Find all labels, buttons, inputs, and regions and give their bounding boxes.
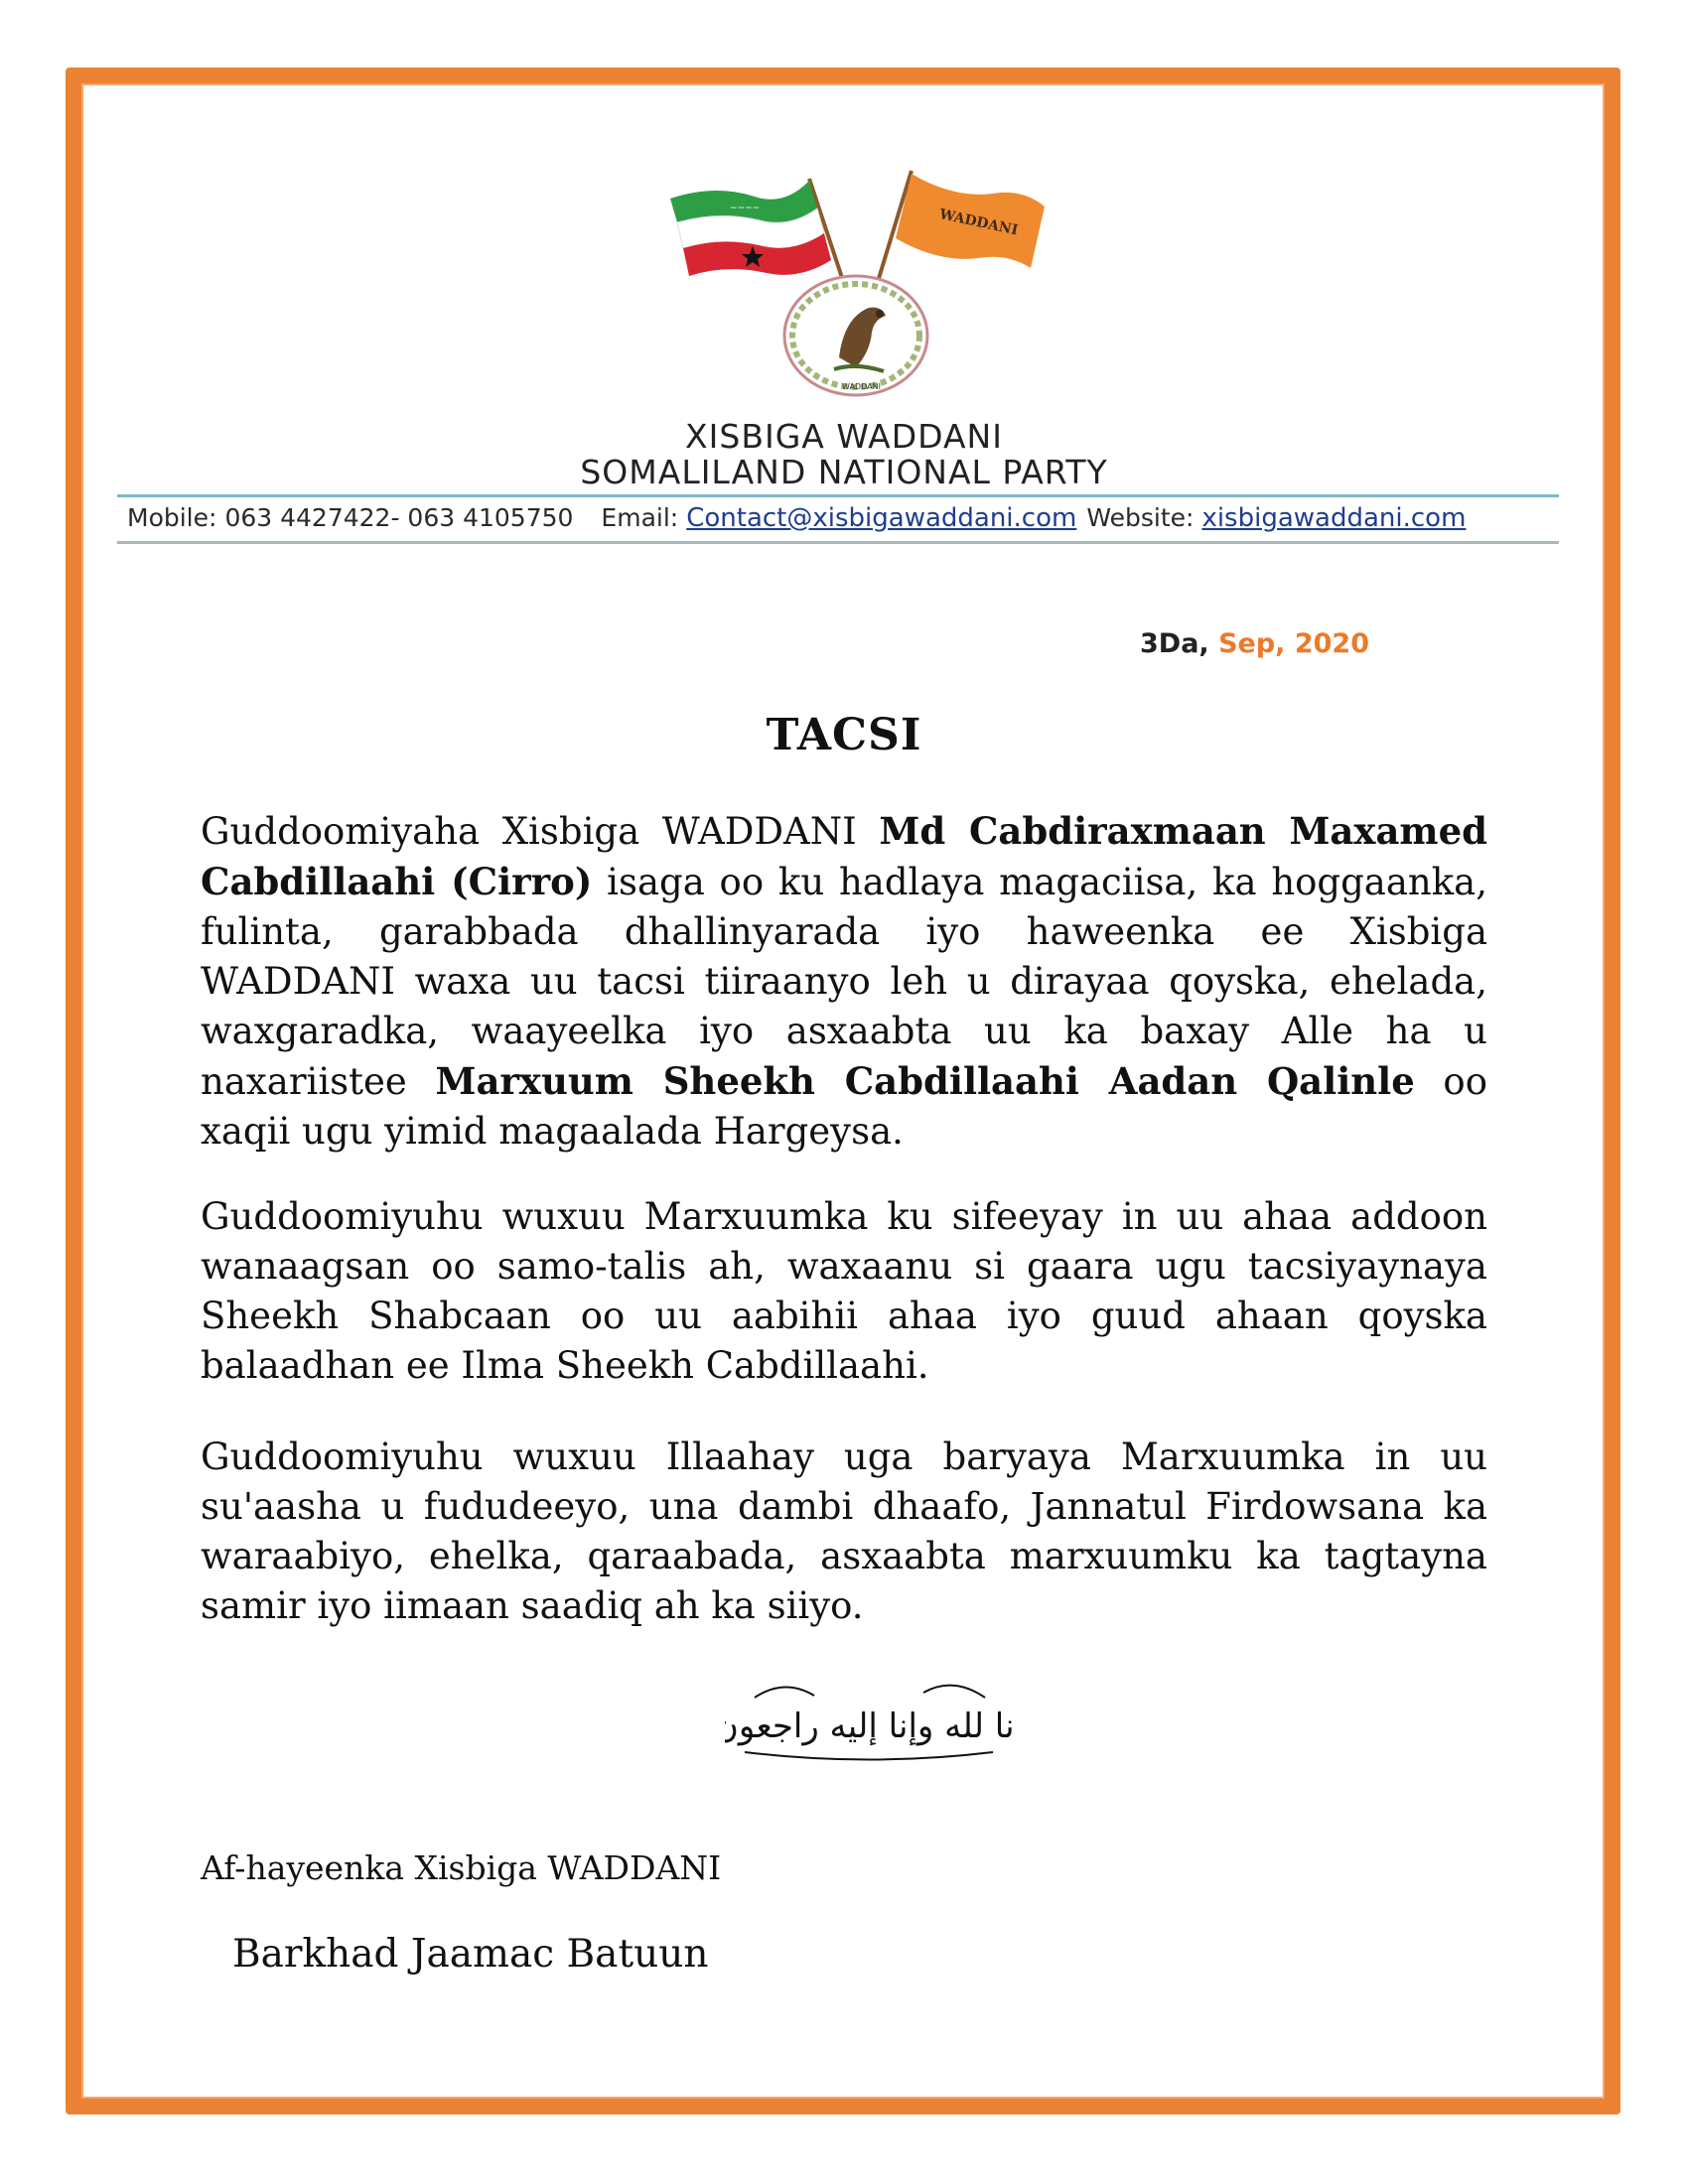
email-link[interactable]: Contact@xisbigawaddani.com [686, 503, 1077, 533]
eagle-emblem-icon [784, 276, 927, 395]
deceased-name: Marxuum Sheekh Cabdillaahi Aadan Qalinle [435, 1059, 1415, 1103]
paragraph-2: Guddoomiyuhu wuxuu Marxuumka ku sifeeyay in uu ahaa addoon wanaagsan oo samo-talis ah, waxaanu si gaara ugu tacsiyaynaya Sheekh Shabcaan oo uu aabihii ahaa iyo guud ahaan qoyska balaadhan ee Ilma Sheekh Cabdillaahi. [201, 1195, 1487, 1387]
email-label: Email: [601, 503, 679, 532]
website-label: Website: [1086, 503, 1195, 532]
chairman-name: Md Cabdiraxmaan Maxamed Cabdillaahi (Cirro) [201, 809, 1487, 903]
date-day: 3Da, [1140, 628, 1209, 659]
paragraph-1 [201, 806, 1487, 1157]
letterhead-rule-bottom [117, 541, 1559, 544]
letterhead-rule-top [117, 494, 1559, 497]
arabic-calligraphy-inna-lillahi-icon [725, 1668, 1013, 1777]
arabic-calligraphy [725, 1668, 1013, 1777]
svg-text:WADDANI: WADDANI [842, 382, 881, 391]
letter-title: TACSI [766, 710, 922, 760]
mobile-label: Mobile: [127, 503, 217, 532]
svg-text:WADDANI: WADDANI [937, 206, 1020, 239]
paragraph-1-text-a: Guddoomiyaha Xisbiga WADDANI [201, 810, 880, 853]
letter-date [1140, 628, 1369, 659]
spokesperson-name: Barkhad Jaamac Batuun [232, 1932, 709, 1977]
svg-text:~~~~: ~~~~ [730, 204, 761, 213]
party-logo-icon [635, 159, 1072, 417]
party-name-somali: XISBIGA WADDANI [685, 417, 1003, 456]
waddani-flag-icon [896, 174, 1045, 268]
paragraph-1-text-c: oo xaqii ugu yimid magaalada Hargeysa. [201, 1060, 1487, 1153]
mobile-number: 063 4427422- 063 4105750 [224, 503, 574, 532]
website-link[interactable]: xisbigawaddani.com [1201, 503, 1467, 533]
spokesperson-title: Af-hayeenka Xisbiga WADDANI [201, 1848, 722, 1887]
date-month-year: Sep, 2020 [1218, 628, 1369, 659]
party-logo [635, 159, 1072, 417]
party-name-english: SOMALILAND NATIONAL PARTY [580, 453, 1108, 491]
contact-line [127, 503, 1557, 533]
paragraph-1-text-b: isaga oo ku hadlaya magaciisa, ka hoggaanka, fulinta, garabbada dhallinyarada iyo haweenka ee Xisbiga WADDANI waxa uu tacsi tiiraanyo leh u dirayaa qoyska, ehelada, waxgaradka, waayeelka iyo asxaabta uu ka baxay Alle ha u naxariistee [201, 861, 1487, 1103]
svg-text:إنا لله وإنا إليه راجعون: إنا لله وإنا إليه راجعون [725, 1706, 1013, 1746]
somaliland-flag-icon [670, 181, 831, 276]
paragraph-3: Guddoomiyuhu wuxuu Illaahay uga baryaya Marxuumka in uu su'aasha u fududeeyo, una dambi dhaafo, Jannatul Firdowsana ka waraabiyo, ehelka, qaraabada, asxaabta marxuumku ka tagtayna samir iyo iimaan saadiq ah ka siiyo. [201, 1435, 1487, 1627]
